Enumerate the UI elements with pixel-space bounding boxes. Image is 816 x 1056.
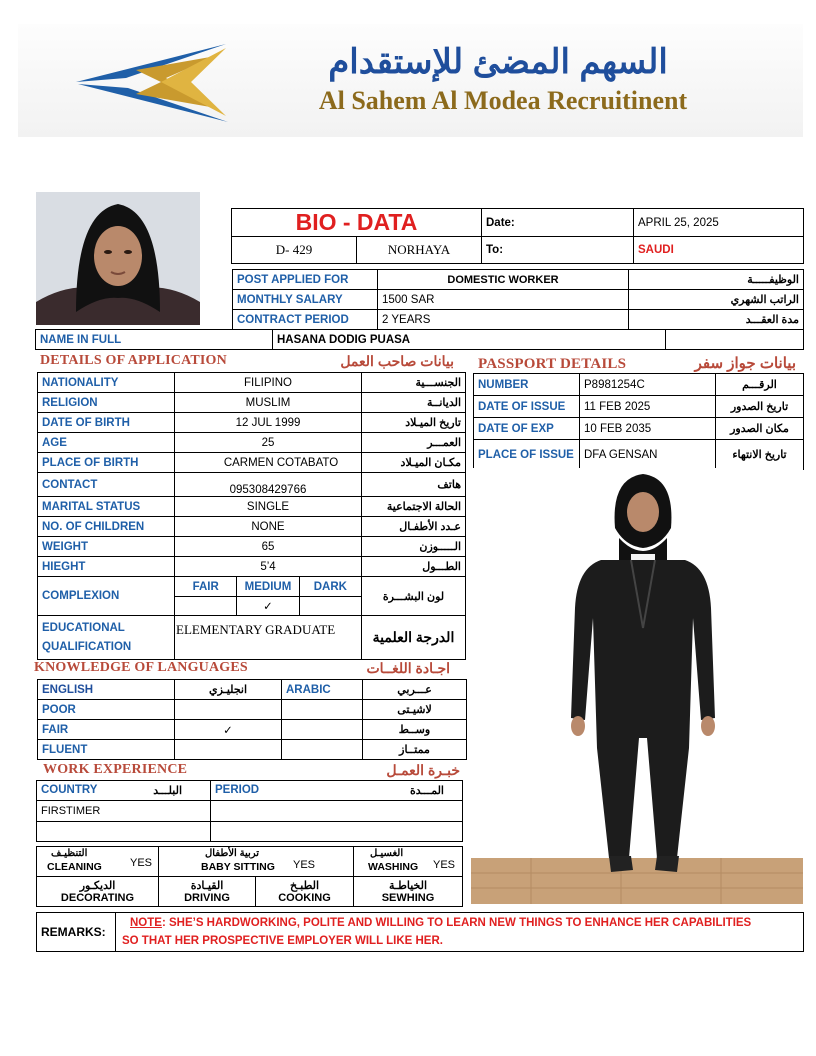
date-label: Date: — [482, 209, 634, 237]
application-row-value: NONE — [175, 517, 362, 537]
application-row-value: 25 — [175, 433, 362, 453]
application-row — [38, 473, 466, 497]
application-row-label: DATE OF BIRTH — [38, 413, 175, 433]
application-row-value: 5’4 — [175, 557, 362, 577]
work-table — [36, 780, 463, 842]
english-arabic: انجليـزي — [175, 680, 282, 700]
passport-row-value: DFA GENSAN — [580, 440, 716, 470]
driving-label: DRIVING — [184, 891, 230, 904]
application-row-value: FILIPINO — [175, 373, 362, 393]
baby-sitting-value: YES — [293, 859, 316, 871]
application-row-value: 095308429766 — [175, 473, 362, 497]
languages-heading-arabic: اجـادة اللغــات — [366, 660, 450, 676]
contract-value: 2 YEARS — [378, 310, 629, 330]
application-row-arabic: مكـان الميـلاد — [362, 453, 466, 473]
period-label: PERIOD — [215, 784, 260, 796]
application-row-arabic: هاتف — [362, 473, 466, 497]
remarks-note-label: NOTE — [130, 917, 162, 929]
cleaning-label: CLEANING — [47, 861, 102, 873]
post-arabic: الوظيفـــــة — [629, 270, 804, 290]
complexion-arabic: لون البشـــرة — [362, 577, 466, 616]
remarks-table — [36, 912, 804, 952]
application-row — [38, 373, 466, 393]
arabic-arabic: عـــربي — [363, 680, 467, 700]
passport-heading: PASSPORT DETAILS — [478, 356, 627, 372]
remarks-label: REMARKS: — [37, 913, 116, 952]
company-name-arabic: السهم المضئ للإستقدام — [328, 43, 668, 81]
application-row-value: 12 JUL 1999 — [175, 413, 362, 433]
full-name-value: HASANA DODIG PUASA — [273, 330, 666, 350]
passport-row — [474, 396, 804, 418]
decorating-arabic: الديكـور — [79, 879, 116, 892]
to-value: SAUDI — [634, 237, 804, 264]
application-row-label: CONTACT — [38, 473, 175, 497]
passport-row-arabic: تاريخ الانتهاء — [716, 440, 804, 470]
application-row-label: PLACE OF BIRTH — [38, 453, 175, 473]
full-name-label: NAME IN FULL — [36, 330, 273, 350]
passport-row-label: DATE OF ISSUE — [474, 396, 580, 418]
application-row-arabic: عـدد الأطفـال — [362, 517, 466, 537]
complexion-label: COMPLEXION — [38, 577, 175, 616]
skills-table-2 — [36, 876, 463, 907]
passport-row-arabic: تاريخ الصدور — [716, 396, 804, 418]
languages-table — [37, 679, 467, 760]
complexion-fair: FAIR — [175, 577, 237, 597]
application-row-arabic: الجنســـية — [362, 373, 466, 393]
application-row-value: MUSLIM — [175, 393, 362, 413]
application-row — [38, 433, 466, 453]
passport-heading-arabic: بيانات جواز سفر — [694, 355, 796, 372]
cooking-arabic: الطبـخ — [289, 879, 320, 892]
company-name-english: Al Sahem Al Modea Recruitinent — [318, 86, 688, 115]
passport-row-value: P8981254C — [580, 374, 716, 396]
application-row-label: MARITAL STATUS — [38, 497, 175, 517]
passport-row-value: 11 FEB 2025 — [580, 396, 716, 418]
decorating-label: DECORATING — [60, 891, 135, 904]
short-name: NORHAYA — [357, 237, 482, 264]
driving-arabic: القيـادة — [190, 879, 224, 892]
post-label: POST APPLIED FOR — [233, 270, 378, 290]
languages-heading: KNOWLEDGE OF LANGUAGES — [34, 660, 248, 675]
sewing-arabic: الخياطـة — [388, 879, 428, 892]
fair-label: FAIR — [38, 720, 175, 740]
application-row-arabic: الحالة الاجتماعية — [362, 497, 466, 517]
passport-row-value: 10 FEB 2035 — [580, 418, 716, 440]
washing-arabic: الغسيـل — [370, 848, 404, 859]
education-arabic: الدرجة العلمية — [362, 616, 466, 660]
application-row-label: NO. OF CHILDREN — [38, 517, 175, 537]
application-row — [38, 393, 466, 413]
application-row — [38, 537, 466, 557]
application-row-label: HIEGHT — [38, 557, 175, 577]
salary-arabic: الراتب الشهري — [629, 290, 804, 310]
education-value: ELEMENTARY GRADUATE — [175, 616, 362, 660]
application-row — [38, 517, 466, 537]
fluent-label: FLUENT — [38, 740, 175, 760]
application-row — [38, 557, 466, 577]
application-row-label: RELIGION — [38, 393, 175, 413]
applicant-full-body-photo — [471, 468, 803, 904]
application-row-arabic: الديانــة — [362, 393, 466, 413]
passport-row-label: PLACE OF ISSUE — [474, 440, 580, 470]
country-arabic: البلـــد — [153, 785, 182, 797]
complexion-medium: MEDIUM — [237, 577, 299, 597]
work-entry: FIRSTIMER — [37, 801, 211, 822]
post-table — [232, 269, 804, 330]
application-row — [38, 497, 466, 517]
application-heading-arabic: بيانات صاحب العمل — [340, 353, 454, 369]
application-row-label: NATIONALITY — [38, 373, 175, 393]
english-fair-check: ✓ — [175, 720, 282, 740]
work-heading-arabic: خبـرة العمـل — [386, 762, 460, 778]
passport-row — [474, 374, 804, 396]
contract-label: CONTRACT PERIOD — [233, 310, 378, 330]
application-row-arabic: الطـــول — [362, 557, 466, 577]
baby-sitting-arabic: تربية الأطفال — [205, 848, 260, 859]
application-row-label: AGE — [38, 433, 175, 453]
application-table — [37, 372, 466, 660]
complexion-check: ✓ — [237, 597, 299, 616]
period-arabic: المـــدة — [410, 785, 444, 797]
fluent-arabic: ممتــاز — [363, 740, 467, 760]
poor-label: POOR — [38, 700, 175, 720]
fair-arabic: وســط — [363, 720, 467, 740]
application-row — [38, 413, 466, 433]
passport-table — [473, 373, 804, 470]
cooking-label: COOKING — [278, 891, 331, 904]
bio-data-title: BIO - DATA — [295, 209, 418, 235]
full-name-table — [35, 329, 804, 350]
salary-label: MONTHLY SALARY — [233, 290, 378, 310]
contract-arabic: مدة العقـــد — [629, 310, 804, 330]
skills-table — [36, 846, 463, 877]
complexion-dark: DARK — [299, 577, 361, 597]
applicant-headshot — [36, 192, 200, 325]
passport-row-label: NUMBER — [474, 374, 580, 396]
cleaning-value: YES — [130, 857, 153, 869]
application-row-value: CARMEN COTABATO — [175, 453, 362, 473]
salary-value: 1500 SAR — [378, 290, 629, 310]
application-row-arabic: تاريخ الميـلاد — [362, 413, 466, 433]
date-value: APRIL 25, 2025 — [634, 209, 804, 237]
country-label: COUNTRY — [41, 784, 98, 796]
reference-code: D- 429 — [232, 237, 357, 264]
baby-sitting-label: BABY SITTING — [201, 861, 275, 873]
washing-label: WASHING — [368, 861, 419, 873]
bio-data-table — [231, 208, 804, 264]
arabic-label: ARABIC — [282, 680, 363, 700]
application-heading: DETAILS OF APPLICATION — [40, 353, 227, 368]
application-row-label: WEIGHT — [38, 537, 175, 557]
to-label: To: — [482, 237, 634, 264]
header-banner — [18, 24, 803, 137]
passport-row-label: DATE OF EXP — [474, 418, 580, 440]
washing-value: YES — [433, 859, 456, 871]
passport-row — [474, 440, 804, 470]
passport-row — [474, 418, 804, 440]
application-row-arabic: العمـــر — [362, 433, 466, 453]
post-value: DOMESTIC WORKER — [378, 270, 629, 290]
education-label: EDUCATIONAL QUALIFICATION — [38, 616, 175, 660]
application-row-value: SINGLE — [175, 497, 362, 517]
english-label: ENGLISH — [38, 680, 175, 700]
application-row — [38, 453, 466, 473]
passport-row-arabic: الرقـــم — [716, 374, 804, 396]
work-heading: WORK EXPERIENCE — [43, 762, 188, 777]
remarks-line-2: SO THAT HER PROSPECTIVE EMPLOYER WILL LIKE HER. — [122, 935, 443, 947]
cleaning-arabic: التنظيـف — [51, 848, 88, 859]
application-row-arabic: الـــــوزن — [362, 537, 466, 557]
passport-row-arabic: مكان الصدور — [716, 418, 804, 440]
application-row-value: 65 — [175, 537, 362, 557]
poor-arabic: لاشيـتى — [363, 700, 467, 720]
remarks-line-1: : SHE’S HARDWORKING, POLITE AND WILLING TO LEARN NEW THINGS TO ENHANCE HER CAPABILITIES — [161, 917, 752, 929]
sewing-label: SEWHING — [381, 891, 435, 904]
